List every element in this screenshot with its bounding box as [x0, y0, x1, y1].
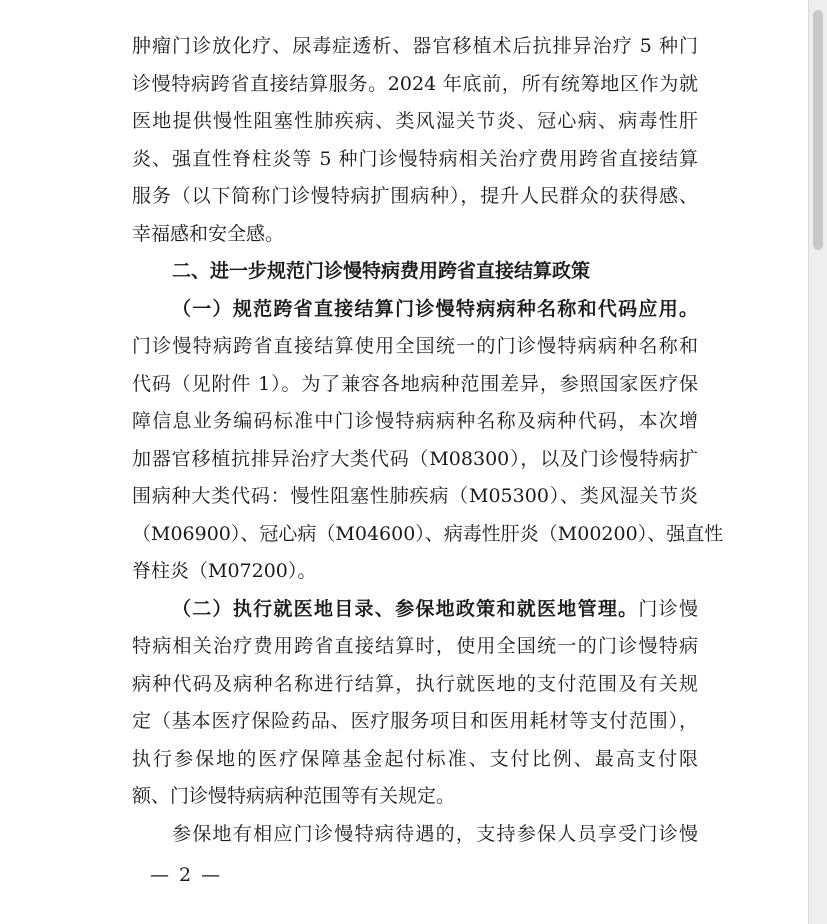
document-body: [132, 28, 724, 853]
paragraph-line: 障信息业务编码标准中门诊慢特病病种名称及病种代码，本次增: [132, 410, 698, 432]
paragraph-line: 定（基本医疗保险药品、医疗服务项目和医用耗材等支付范围），: [132, 710, 698, 732]
paragraph-line: 肿瘤门诊放化疗、尿毒症透析、器官移植术后抗排异治疗 5 种门: [132, 35, 698, 57]
paragraph-line: 脊柱炎（M07200）。: [132, 560, 317, 582]
subsection-line: [132, 291, 698, 329]
subsection-line: [132, 591, 698, 629]
paragraph-line: 特病相关治疗费用跨省直接结算时，使用全国统一的门诊慢特病: [132, 635, 698, 657]
paragraph-line: 服务（以下简称门诊慢特病扩围病种），提升人民群众的获得感、: [132, 185, 698, 207]
section-heading: 二、进一步规范门诊慢特病费用跨省直接结算政策: [172, 260, 591, 282]
page-number: — 2 —: [150, 864, 223, 886]
paragraph-line: 额、门诊慢特病病种范围等有关规定。: [132, 785, 456, 807]
paragraph-line: 围病种大类代码：慢性阻塞性肺疾病（M05300）、类风湿关节炎: [132, 485, 698, 507]
vertical-scrollbar[interactable]: [809, 0, 827, 924]
subsection-text: 门诊慢: [638, 597, 698, 620]
paragraph-line: 参保地有相应门诊慢特病待遇的，支持参保人员享受门诊慢: [172, 822, 698, 845]
subsection-title: （一）规范跨省直接结算门诊慢特病病种名称和代码应用。: [172, 297, 698, 320]
paragraph-line: （M06900）、冠心病（M04600）、病毒性肝炎（M00200）、强直性: [132, 522, 724, 545]
paragraph-line: 幸福感和安全感。: [132, 222, 285, 245]
paragraph-line: 代码（见附件 1）。为了兼容各地病种范围差异，参照国家医疗保: [132, 372, 698, 395]
paragraph-line: 加器官移植抗排异治疗大类代码（M08300），以及门诊慢特病扩: [132, 447, 698, 470]
paragraph-line: 医地提供慢性阻塞性肺疾病、类风湿关节炎、冠心病、病毒性肝: [132, 110, 698, 132]
subsection-title: （二）执行就医地目录、参保地政策和就医地管理。: [172, 597, 639, 620]
scrollbar-thumb[interactable]: [813, 10, 823, 250]
paragraph-line: 病种代码及病种名称进行结算，执行就医地的支付范围及有关规: [132, 672, 698, 695]
paragraph-line: 诊慢特病跨省直接结算服务。2024 年底前，所有统筹地区作为就: [132, 72, 698, 95]
paragraph-line: 炎、强直性脊柱炎等 5 种门诊慢特病相关治疗费用跨省直接结算: [132, 147, 698, 170]
paragraph-line: 门诊慢特病跨省直接结算使用全国统一的门诊慢特病病种名称和: [132, 335, 698, 357]
paragraph-line: 执行参保地的医疗保障基金起付标准、支付比例、最高支付限: [132, 747, 698, 770]
